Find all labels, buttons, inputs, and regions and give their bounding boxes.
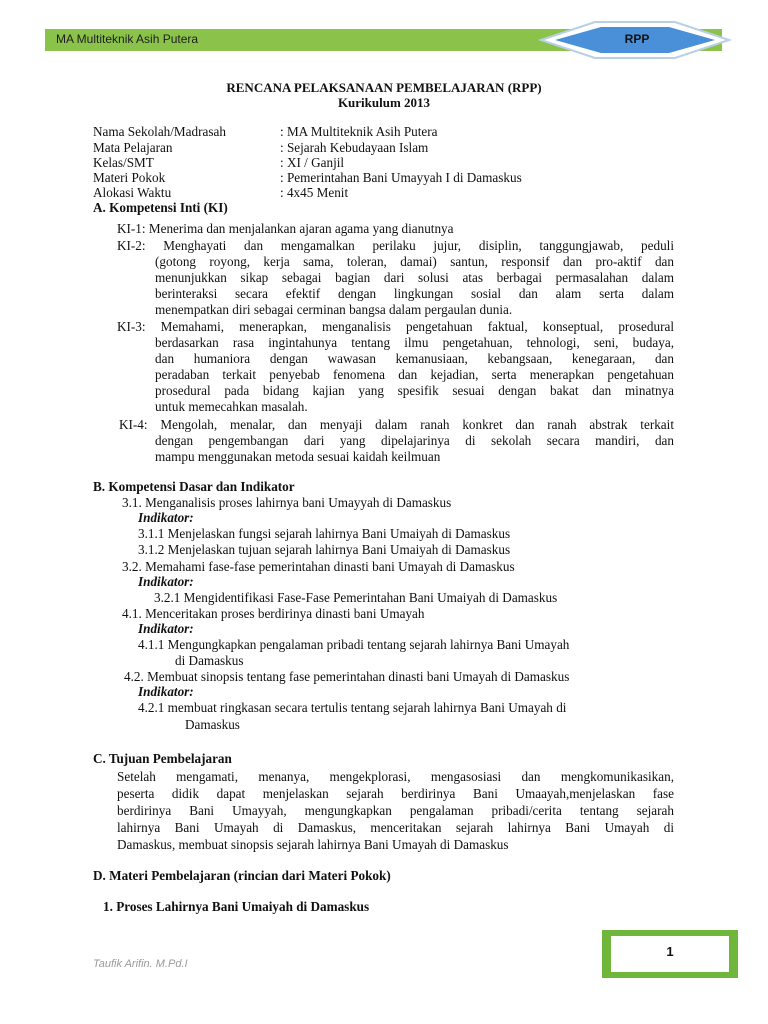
ki-2-line-5: menempatkan diri sebagai cerminan bangsa dalam pergaulan dunia. xyxy=(155,302,513,317)
kd-3-1: 3.1. Menganalisis proses lahirnya bani Umayyah di Damaskus xyxy=(122,495,452,510)
identity-value-school: : MA Multiteknik Asih Putera xyxy=(280,124,438,139)
ki-3-line-4: peradaban terkait penyebab fenomena dan kejadian, serta menerapkan pengetahuan xyxy=(155,367,674,382)
ki-3-line-5: prosedural pada bidang kajian yang spesifik sesuai dengan bakat dan minatnya xyxy=(155,383,674,398)
section-a-heading: A. Kompetensi Inti (KI) xyxy=(93,200,228,215)
ki-3-line-3: dan humaniora dengan wawasan kemanusiaan, kebangsaan, kenegaraan, dan xyxy=(155,351,674,366)
footer-author: Taufik Arifin. M.Pd.I xyxy=(93,958,188,970)
ki-4-line-2: dengan pengembangan dari yang dipelajarinya di sekolah secara mandiri, dan xyxy=(155,433,674,448)
document-title: RENCANA PELAKSANAAN PEMBELAJARAN (RPP) xyxy=(226,80,542,95)
indikator-3-1-1: 3.1.1 Menjelaskan fungsi sejarah lahirnya Bani Umaiyah di Damaskus xyxy=(138,526,511,541)
indikator-3-1-2: 3.1.2 Menjelaskan tujuan sejarah lahirnya Bani Umaiyah di Damaskus xyxy=(138,542,511,557)
ki-3-line-2: berdasarkan rasa ingintahunya tentang ilmu pengetahuan, tehnologi, seni, budaya, xyxy=(155,335,674,350)
section-d-subheading-1: 1. Proses Lahirnya Bani Umaiyah di Damaskus xyxy=(103,899,370,914)
tujuan-line-2: peserta didik dapat menjelaskan sejarah berdirinya Bani Umaayah,menjelaskan fase xyxy=(117,786,674,801)
identity-label-school: Nama Sekolah/Madrasah xyxy=(93,124,226,139)
ki-2-line-4: berinteraksi secara efektif dengan lingkungan sosial dan alam serta dalam xyxy=(155,286,674,301)
identity-label-topic: Materi Pokok xyxy=(93,170,166,185)
tujuan-line-3: berdirinya Bani Umayyah, mengungkapkan pengalaman pribadi/cerita tentang sejarah xyxy=(117,803,674,818)
header-school-name: MA Multiteknik Asih Putera xyxy=(56,32,199,46)
indikator-label: Indikator: xyxy=(138,684,194,699)
section-b-heading: B. Kompetensi Dasar dan Indikator xyxy=(93,479,295,494)
kd-4-2: 4.2. Membuat sinopsis tentang fase pemerintahan dinasti bani Umayah di Damaskus xyxy=(124,669,570,684)
tujuan-line-4: lahirnya Bani Umayah di Damaskus, menceritakan sejarah lahirnya Bani Umayah di xyxy=(117,820,674,835)
tujuan-line-5: Damaskus, membuat sinopsis sejarah lahirnya Bani Umayah di Damaskus xyxy=(117,837,509,852)
identity-value-subject: : Sejarah Kebudayaan Islam xyxy=(280,140,429,155)
identity-label-time: Alokasi Waktu xyxy=(93,185,172,200)
ki-4-line-1: KI-4: Mengolah, menalar, dan menyaji dalam ranah konkret dan ranah abstrak terkait xyxy=(119,417,674,432)
ki-2-line-3: menunjukkan sikap sebagai bagian dari solusi atas berbagai permasalahan dalam xyxy=(155,270,674,285)
header-badge-label: RPP xyxy=(624,32,650,46)
indikator-4-2-1-line-2: Damaskus xyxy=(185,717,240,732)
indikator-4-1-1-line-2: di Damaskus xyxy=(175,653,244,668)
ki-2-line-1: KI-2: Menghayati dan mengamalkan perilaku jujur, disiplin, tanggungjawab, peduli xyxy=(117,238,674,253)
section-c-heading: C. Tujuan Pembelajaran xyxy=(93,751,232,766)
indikator-label: Indikator: xyxy=(138,574,194,589)
ki-4-line-3: mampu menggunakan metoda sesuai kaidah keilmuan xyxy=(155,449,441,464)
section-d-heading: D. Materi Pembelajaran (rincian dari Materi Pokok) xyxy=(93,868,391,883)
ki-2-line-2: (gotong royong, kerja sama, toleran, damai) santun, responsif dan pro-aktif dan xyxy=(155,254,674,269)
indikator-label: Indikator: xyxy=(138,510,194,525)
ki-1-text: KI-1: Menerima dan menjalankan ajaran agama yang dianutnya xyxy=(117,221,454,236)
indikator-4-1-1-line-1: 4.1.1 Mengungkapkan pengalaman pribadi tentang sejarah lahirnya Bani Umayah xyxy=(138,637,570,652)
indikator-4-2-1-line-1: 4.2.1 membuat ringkasan secara tertulis tentang sejarah lahirnya Bani Umayah di xyxy=(138,700,567,715)
identity-value-class: : XI / Ganjil xyxy=(280,155,345,170)
document-subtitle: Kurikulum 2013 xyxy=(337,95,431,110)
identity-label-class: Kelas/SMT xyxy=(93,155,154,170)
identity-value-time: : 4x45 Menit xyxy=(280,185,349,200)
ki-3-line-6: untuk memecahkan masalah. xyxy=(155,399,308,414)
ki-3-line-1: KI-3: Memahami, menerapkan, menganalisis pengetahuan faktual, konseptual, prosedural xyxy=(117,319,674,334)
kd-3-2: 3.2. Memahami fase-fase pemerintahan dinasti bani Umayah di Damaskus xyxy=(122,559,515,574)
tujuan-line-1: Setelah mengamati, menanya, mengekplorasi, mengasosiasi dan mengkomunikasikan, xyxy=(117,769,674,784)
kd-4-1: 4.1. Menceritakan proses berdirinya dinasti bani Umayah xyxy=(122,606,425,621)
identity-label-subject: Mata Pelajaran xyxy=(93,140,173,155)
identity-value-topic: : Pemerintahan Bani Umayyah I di Damaskus xyxy=(280,170,522,185)
indikator-3-2-1: 3.2.1 Mengidentifikasi Fase-Fase Pemerintahan Bani Umaiyah di Damaskus xyxy=(154,590,558,605)
page-number: 1 xyxy=(666,944,674,959)
indikator-label: Indikator: xyxy=(138,621,194,636)
